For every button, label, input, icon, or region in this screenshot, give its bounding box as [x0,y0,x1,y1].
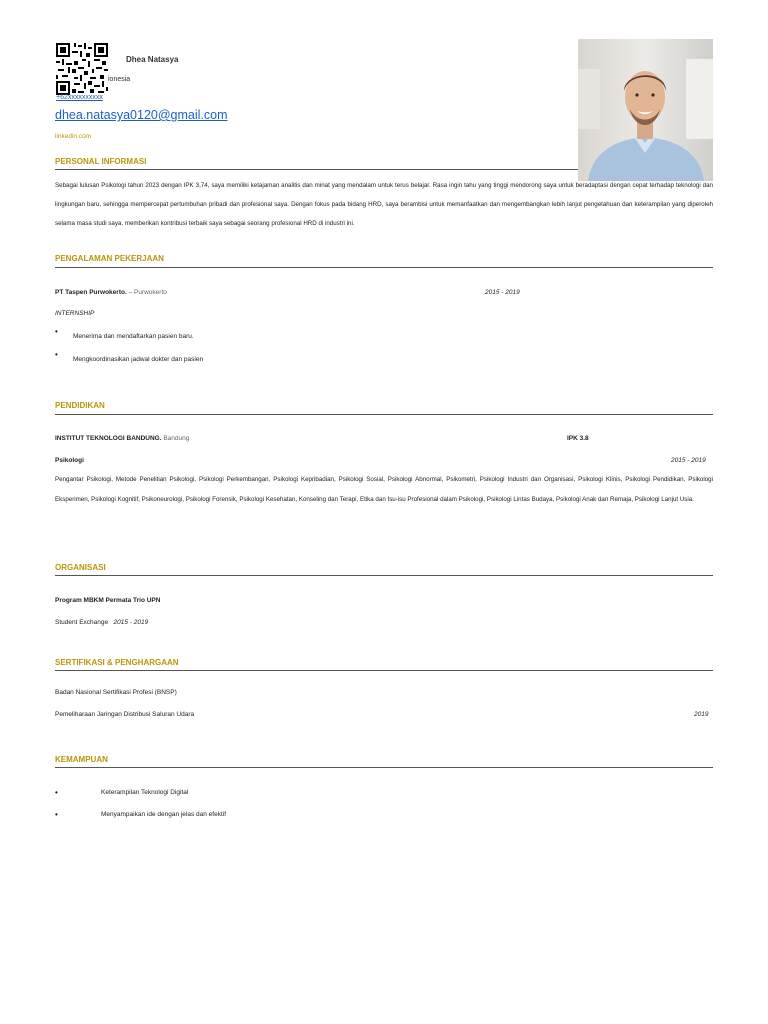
personal-summary: Sebagai lulusan Psikologi tahun 2023 dengan IPK 3,74, saya memiliki ketajaman analitis dan minat yang mendalam untuk terus belajar. Rasa ingin tahu yang tinggi mendorong saya untuk beradaptasi dengan cepat terhadap teknologi dan lingkungan baru, sehingga mempercepat pertumbuhan pribadi dan profesional saya. Dengan fokus pada bidang HRD, saya berambisi untuk memanfaatkan dan mengembangkan lebih lanjut pengetahuan dan keterampilan yang diperoleh selama masa studi saya, memberikan kontribusi terbaik saya sebagai seorang profesional HRD di industri ini. [55,182,713,227]
section-divider [55,767,713,768]
section-divider [55,267,713,268]
company-city: – Purwokerto [126,289,167,296]
skill-item: Keterampilan Teknologi Digital [101,789,189,796]
section-title-organization: ORGANISASI [55,563,106,572]
education-courses: Pengantar Psikologi, Metode Penelitian Psikologi, Psikologi Perkembangan, Psikologi Kepribadian, Psikologi Sosial, Psikologi Abnormal, Psikometri, Psikologi Industri dan Organisasi, Psikologi Klinis, Psikologi Pendidikan, Psikologi Eksperimen, Psikologi Kognitif, Psikoneurologi, Psikologi Forensik, Psikologi Kesehatan, Konseling dan Terapi, Etika dan Isu-isu Profesional dalam Psikologi, Psikologi Lintas Budaya, Psikologi Anak dan Remaja, Psikologi Lanjut Usia. [55,476,713,503]
candidate-name: Dhea Natasya [126,55,179,64]
education-school [55,435,189,442]
organization-role: Student Exchange [55,619,109,626]
location-text: ionesia [108,76,131,83]
section-title-experience: PENGALAMAN PEKERJAAN [55,254,164,263]
school-name: INSTITUT TEKNOLOGI BANDUNG. [55,435,162,442]
section-title-certification: SERTIFIKASI & PENGHARGAAN [55,658,179,667]
bullet-icon: • [55,788,58,797]
school-city: Bandung [161,435,190,442]
bullet-icon: • [55,327,58,336]
experience-company [55,289,167,296]
organization-name: Program MBKM Permata Trio UPN [55,597,161,604]
education-period: 2015 - 2019 [671,457,706,464]
experience-item: Mengkoordinasikan jadwal dokter dan pasien [73,356,204,363]
profile-photo [578,39,713,181]
education-major: Psikologi [55,457,84,464]
bullet-icon: • [55,350,58,359]
section-divider [55,575,713,576]
email-link[interactable]: dhea.natasya0120@gmail.com [55,108,228,122]
experience-period: 2015 - 2019 [485,289,520,296]
skill-item: Menyampaikan ide dengan jelas dan efektif [101,811,227,818]
section-title-education: PENDIDIKAN [55,401,105,410]
certification-name: Pemeliharaan Jaringan Distribusi Saluran Udara [55,711,195,718]
section-title-personal: PERSONAL INFORMASI [55,157,147,166]
phone-link[interactable]: +62xxxxxxxxxx [56,94,103,101]
bullet-icon: • [55,810,58,819]
section-divider [55,414,713,415]
section-divider [55,169,578,170]
section-divider [55,670,713,671]
linkedin-link[interactable]: linkedin.com [55,133,92,140]
organization-line [55,619,148,626]
experience-role: INTERNSHIP [55,310,95,317]
certification-year: 2019 [694,711,709,718]
education-gpa: IPK 3.8 [567,435,589,442]
section-title-skills: KEMAMPUAN [55,755,108,764]
experience-item: Menerima dan mendaftarkan pasien baru. [73,333,194,340]
qr-code-icon [56,43,108,95]
certification-issuer: Badan Nasional Sertifikasi Profesi (BNSP) [55,689,177,696]
company-name: PT Taspen Purwokerto. [55,289,127,296]
organization-period: 2015 - 2019 [113,619,149,626]
